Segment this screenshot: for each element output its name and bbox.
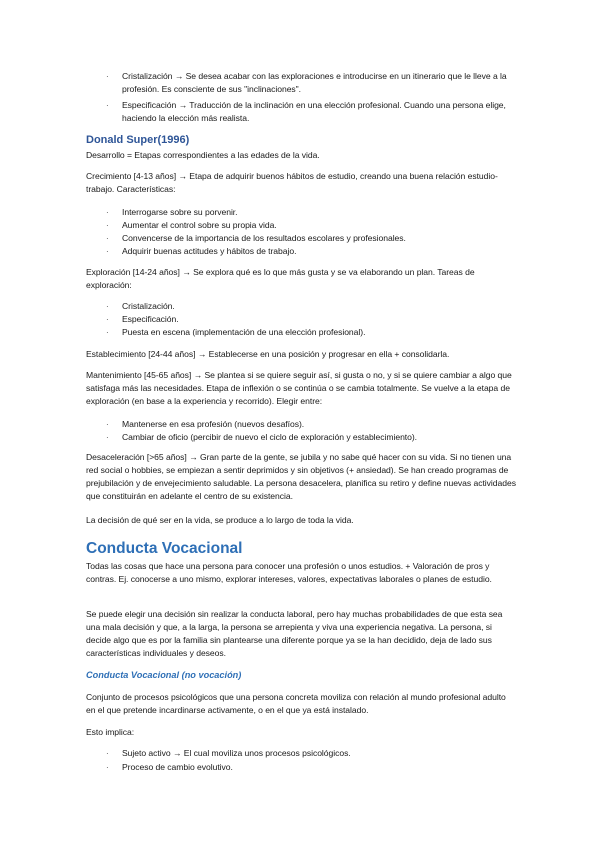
subheading-conducta: Conducta Vocacional (no vocación) [86,670,242,680]
paragraph-conducta-2: Se puede elegir una decisión sin realizar la conducta laboral, pero hay muchas probabilidades de que esta sea una mala decisión y que, a la larga, la persona se arrepienta y viva una experiencia negativa. La persona, si decide algo que es por la familia sin plantearse una diferente porque ya se la han decidido, deja de lado sus características individuales y deseos. [86,609,503,658]
bullet: · [106,749,109,758]
bullet: · [106,302,109,311]
paragraph-decision: La decisión de qué ser en la vida, se produce a lo largo de toda la vida. [86,515,354,525]
paragraph-crecimiento: Crecimiento [4-13 años] → Etapa de adquirir buenos hábitos de estudio, creando una buena relación estudio-trabajo. Características: [86,171,498,194]
paragraph-conducta-4: Esto implica: [86,727,135,737]
paragraph-conducta-1: Todas las cosas que hace una persona para conocer una profesión o unos estudios. + Valoración de pros y contras. Ej. conocerse a uno mismo, explorar intereses, valores, expectativas laborales o planes de estudio. [86,561,492,584]
list-item: Especificación. [122,314,179,324]
list-item: Proceso de cambio evolutivo. [122,762,233,772]
bullet: · [106,221,109,230]
bullet: · [106,234,109,243]
bullet: · [106,208,109,217]
paragraph-exploracion: Exploración [14-24 años] → Se explora qué es lo que más gusta y se va elaborando un plan. Tareas de exploración: [86,267,475,290]
bullet: · [106,315,109,324]
list-item: Cambiar de oficio (percibir de nuevo el ciclo de exploración y establecimiento). [122,432,418,442]
list-item: Especificación → Traducción de la inclinación en una elección profesional. Cuando una persona elige, haciendo la elección más realista. [122,100,506,123]
list-item: Sujeto activo → El cual moviliza unos procesos psicológicos. [122,748,351,758]
paragraph-establecimiento: Establecimiento [24-44 años] → Establecerse en una posición y progresar en ella + consolidarla. [86,349,450,359]
bullet: · [106,72,109,81]
list-item: Aumentar el control sobre su propia vida. [122,220,277,230]
list-item: Interrogarse sobre su porvenir. [122,207,238,217]
bullet: · [106,247,109,256]
paragraph-desaceleracion: Desaceleración [>65 años] → Gran parte de la gente, se jubila y no sabe qué hacer con su vida. Si no tienen una red social o hobbies, se empiezan a sentir deprimidos y sin objetivos (+ ansiedad). Se han creado programas de prejubilación y de envejecimiento saludable. La persona desacelera, planifica su retiro y define nuevas actividades que constituirán en adelante el centro de su existencia. [86,452,516,501]
bullet: · [106,433,109,442]
paragraph-desarrollo: Desarrollo = Etapas correspondientes a las edades de la vida. [86,150,320,160]
bullet: · [106,763,109,772]
list-item: Puesta en escena (implementación de una elección profesional). [122,327,366,337]
section-heading-conducta: Conducta Vocacional [86,540,243,557]
paragraph-mantenimiento: Mantenimiento [45-65 años] → Se plantea si se quiere seguir así, si gusta o no, y si se quiere cambiar a algo que satisfaga más las necesidades. Etapa de inflexión o se continúa o se cambia totalmente. Se vuelve a la etapa de exploración (en base a la experiencia y recorrido). Elegir entre: [86,370,512,406]
list-item: Mantenerse en esa profesión (nuevos desafíos). [122,419,305,429]
bullet: · [106,328,109,337]
bullet: · [106,420,109,429]
paragraph-conducta-3: Conjunto de procesos psicológicos que una persona concreta moviliza con relación al mundo profesional adulto en el que pretende incardinarse activamente, o en el que ya está instalado. [86,692,506,715]
list-item: Cristalización → Se desea acabar con las exploraciones e introducirse en un itinerario que le lleve a la profesión. Es consciente de sus "inclinaciones". [122,71,507,94]
list-item: Convencerse de la importancia de los resultados escolares y profesionales. [122,233,406,243]
list-item: Adquirir buenas actitudes y hábitos de trabajo. [122,246,297,256]
section-heading-super: Donald Super(1996) [86,134,190,146]
list-item: Cristalización. [122,301,175,311]
bullet: · [106,101,109,110]
